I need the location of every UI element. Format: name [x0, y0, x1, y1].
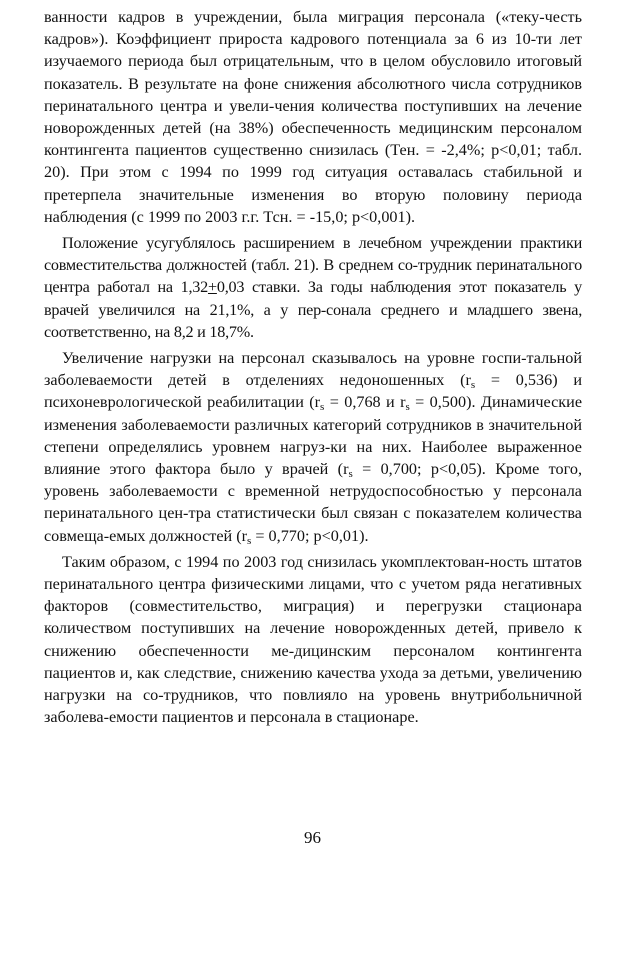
paragraph-text: ванности кадров в учреждении, была миграция персонала («теку-честь кадров»). Коэффициент прироста кадрового потенциала за 6 из 10-ти лет изучаемого периода был отрицательным, что в целом обусловило итоговый показатель. В результате на фоне снижения абсолютного числа сотрудников перинатального центра и увели-чения количества поступивших на лечение новорожденных детей (на 38%) обеспеченность медицинским персоналом контингента пациентов существенно снизилась (Тен. = -2,4%; p<0,01; табл. 20). При этом с 1994 по 1999 год ситуация оставалась стабильной и претерпела значительные изменения во вторую половину периода наблюдения (с 1999 по 2003 г.г. Тсн. = -15,0; p<0,001).	[44, 8, 582, 226]
paragraph-staff-migration	[44, 6, 582, 228]
subscript-s: s	[405, 401, 410, 414]
paragraph-text: Положение усугублялось расширением в лечебном учреждении практики совместительства должностей (табл. 21). В среднем со-трудник перинатального центра работал на 1,32	[44, 234, 582, 297]
paragraph-text: = 0,768 и r	[324, 393, 406, 412]
paragraph-text: = 0,536) и психоневрологической реабилитации (r	[44, 371, 582, 412]
paragraph-text: Увеличение нагрузки на персонал сказывалось на уровне госпи-тальной заболеваемости детей в отделениях недоношенных (r	[44, 349, 582, 390]
paragraph-conclusion	[44, 551, 582, 729]
subscript-s: s	[320, 401, 325, 414]
paragraph-combined-positions	[44, 232, 582, 343]
paragraph-text: = 0,770; p<0,01).	[251, 526, 369, 545]
subscript-s: s	[470, 379, 476, 392]
paragraph-text: = 0,700; p<0,05). Кроме того, уровень заболеваемости с временной нетрудоспособностью у персонала перинатального цен-тра статистически был связан с показателем количества совмеща-емых должностей (r	[44, 460, 582, 545]
page-number: 96	[304, 828, 321, 847]
page-body	[44, 6, 582, 733]
paragraph-text: = 0,500). Динамические изменения заболеваемости различных категорий сотрудников в значительной степени определялись уровнем нагруз-ки на них. Наиболее выраженное влияние этого фактора было у врачей (r	[44, 393, 583, 479]
paragraph-workload-morbidity	[44, 347, 582, 547]
subscript-s: s	[247, 534, 252, 547]
subscript-s: s	[348, 468, 353, 481]
plus-minus-sign: +	[207, 278, 217, 297]
paragraph-text: Таким образом, с 1994 по 2003 год снизилась укомплектован-ность штатов перинатального центра физическими лицами, что с учетом ряда негативных факторов (совместительство, миграция) и перегрузки стационара количеством поступивших на лечение новорожденных детей, привело к снижению обеспеченности ме-дицинским персоналом контингента пациентов и, как следствие, снижению качества ухода за детьми, увеличению нагрузки на со-трудников, что повлияло на уровень внутрибольничной заболева-емости пациентов и персонала в стационаре.	[44, 552, 582, 727]
paragraph-text: 0,03 ставки. За годы наблюдения этот показатель у врачей увеличился на 21,1%, а у пер-сонала среднего и младшего звена, соответственно, на 8,2 и 18,7%.	[44, 278, 582, 341]
